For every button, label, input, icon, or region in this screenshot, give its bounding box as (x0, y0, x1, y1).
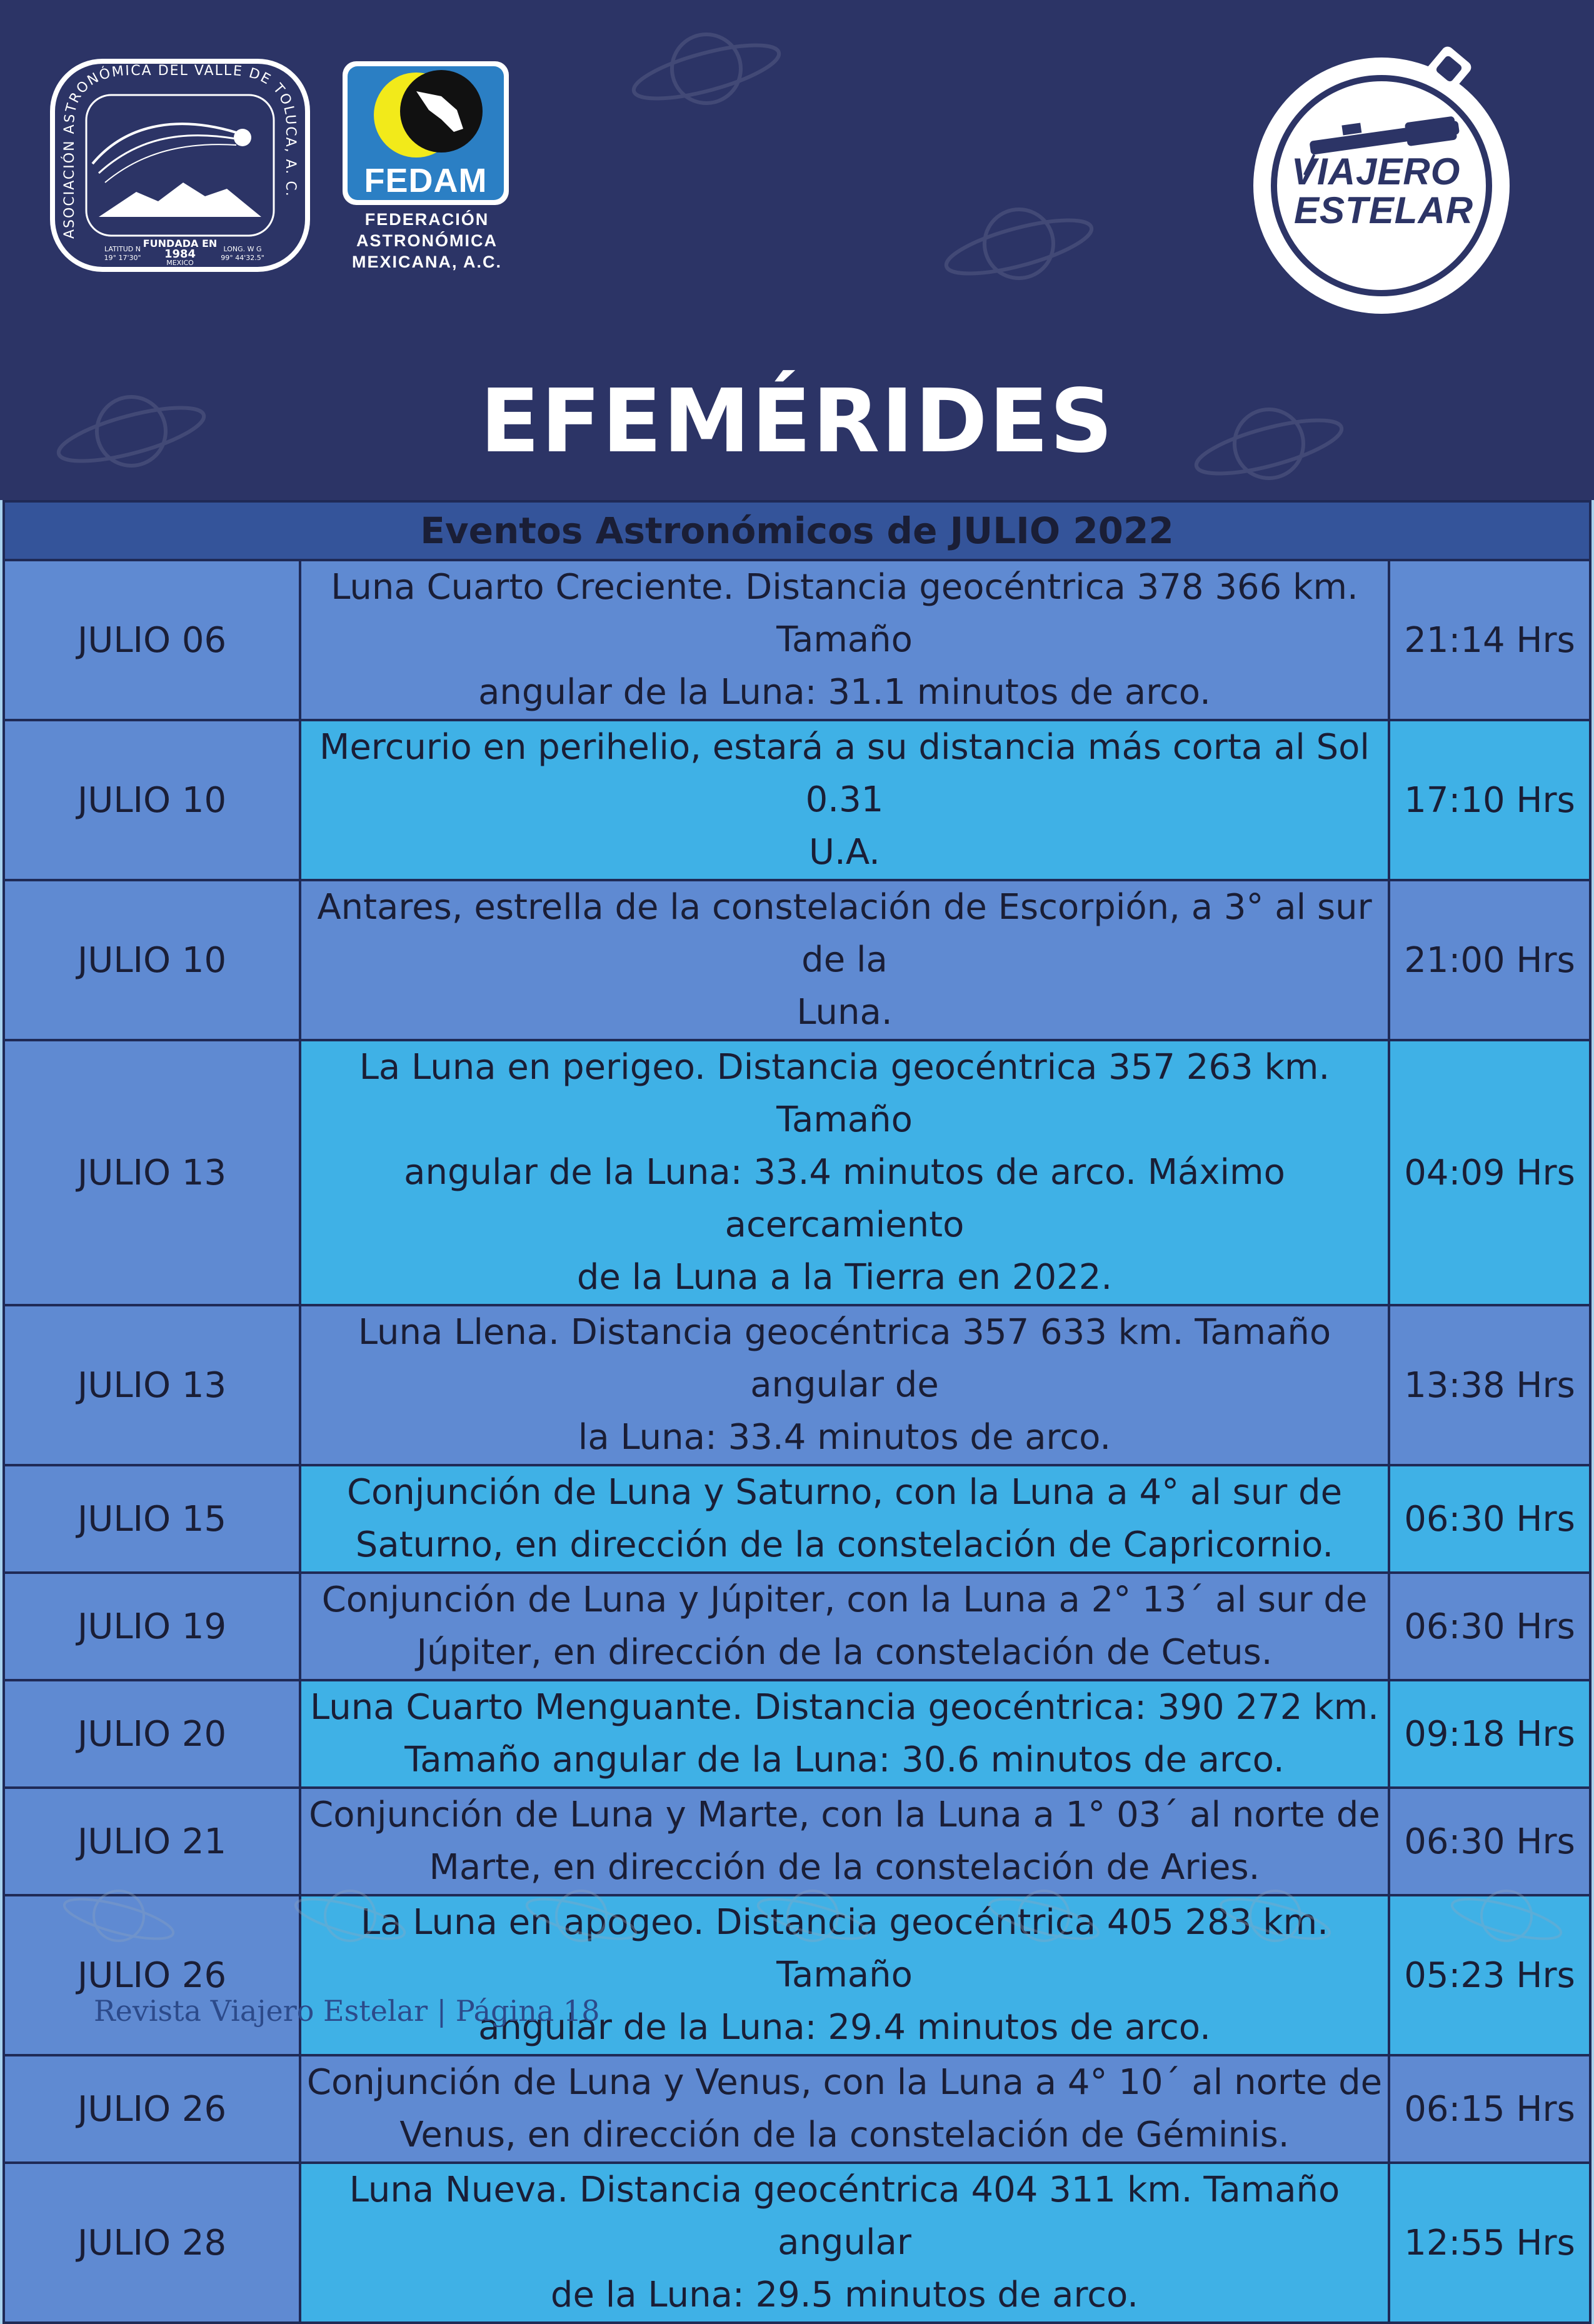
event-description (300, 880, 1389, 1040)
event-description (300, 1788, 1389, 1895)
fedam-logo (343, 61, 511, 274)
event-description (300, 1040, 1389, 1305)
fedam-badge (343, 61, 509, 205)
event-description (300, 720, 1389, 880)
avt-long-label: LONG. W G (223, 245, 262, 253)
event-description-line: Conjunción de Luna y Júpiter, con la Luna a 2° 13´ al sur de (321, 1580, 1368, 1620)
table-row (4, 1788, 1590, 1895)
event-time: 21:00 Hrs (1389, 880, 1590, 1040)
fedam-name: FEDAM (364, 162, 488, 199)
event-description (300, 2163, 1389, 2323)
event-description-line: angular de la Luna: 31.1 minutos de arco. (478, 672, 1211, 713)
event-description-line: Luna Cuarto Creciente. Distancia geocéntrica 378 366 km. Tamaño (331, 567, 1358, 660)
event-description-line: de la Luna a la Tierra en 2022. (576, 1257, 1113, 1298)
table-title: Eventos Astronómicos de JULIO 2022 (4, 501, 1590, 560)
event-description (300, 560, 1389, 720)
table-row (4, 1465, 1590, 1573)
event-date: JULIO 26 (4, 2055, 300, 2163)
event-description-line: Antares, estrella de la constelación de Escorpión, a 3° al sur de la (317, 887, 1372, 980)
event-description-line: Conjunción de Luna y Marte, con la Luna a 1° 03´ al norte de (309, 1795, 1380, 1835)
fedam-eclipse-icon (348, 66, 504, 160)
event-description-line: Júpiter, en dirección de la constelación de Cetus. (416, 1632, 1273, 1673)
event-time: 05:23 Hrs (1389, 1895, 1590, 2055)
event-date: JULIO 15 (4, 1465, 300, 1573)
event-time: 21:14 Hrs (1389, 560, 1590, 720)
event-date: JULIO 21 (4, 1788, 300, 1895)
event-description-line: Luna Nueva. Distancia geocéntrica 404 311 km. Tamaño angular (349, 2170, 1340, 2263)
page-title: EFEMÉRIDES (479, 371, 1115, 473)
event-time: 06:15 Hrs (1389, 2055, 1590, 2163)
event-description-line: Luna. (796, 992, 893, 1033)
event-description-line: Conjunción de Luna y Venus, con la Luna a 4° 10´ al norte de (306, 2062, 1383, 2103)
event-date: JULIO 28 (4, 2163, 300, 2323)
table-row (4, 2055, 1590, 2163)
avt-founded-label: FUNDADA EN (143, 238, 218, 249)
table-row (4, 720, 1590, 880)
event-description-line: La Luna en apogeo. Distancia geocéntrica 405 283 km. Tamaño (360, 1902, 1329, 1995)
event-description-line: Conjunción de Luna y Saturno, con la Luna a 4° al sur de (346, 1472, 1343, 1513)
event-time: 17:10 Hrs (1389, 720, 1590, 880)
viajero-estelar-logo (1250, 39, 1519, 320)
page-footer: Revista Viajero Estelar | Página 18 (94, 1994, 600, 2028)
event-description-line: la Luna: 33.4 minutos de arco. (578, 1417, 1111, 1458)
event-time: 04:09 Hrs (1389, 1040, 1590, 1305)
event-date: JULIO 26 (4, 1895, 300, 2055)
avt-founded-year: 1984 (164, 248, 196, 261)
event-description (300, 2055, 1389, 2163)
event-description-line: Mercurio en perihelio, estará a su distancia más corta al Sol 0.31 (319, 727, 1370, 820)
event-date: JULIO 10 (4, 720, 300, 880)
event-date: JULIO 13 (4, 1305, 300, 1465)
event-description-line: angular de la Luna: 33.4 minutos de arco. Máximo acercamiento (404, 1152, 1285, 1245)
planet-pattern-icon (0, 1881, 1594, 1969)
avt-lat-value: 19° 17'30" (104, 254, 141, 262)
planet-pattern-icon (625, 13, 788, 125)
avt-long-value: 99° 44'32.5" (221, 254, 264, 262)
event-description-line: Tamaño angular de la Luna: 30.6 minutos de arco. (404, 1740, 1285, 1780)
event-description (300, 1680, 1389, 1788)
event-description-line: Saturno, en dirección de la constelación de Capricornio. (355, 1525, 1334, 1565)
ve-logo-line2: ESTELAR (1294, 189, 1474, 231)
event-date: JULIO 19 (4, 1573, 300, 1680)
table-row (4, 2163, 1590, 2323)
event-date: JULIO 13 (4, 1040, 300, 1305)
events-table (3, 500, 1591, 2324)
event-description (300, 1573, 1389, 1680)
event-date: JULIO 06 (4, 560, 300, 720)
event-time: 06:30 Hrs (1389, 1788, 1590, 1895)
event-description-line: U.A. (809, 832, 880, 873)
event-description-line: Venus, en dirección de la constelación de Géminis. (399, 2115, 1290, 2155)
table-row (4, 1040, 1590, 1305)
fedam-line2: ASTRONÓMICA (356, 231, 498, 250)
avt-founded-country: MEXICO (166, 259, 194, 267)
table-row (4, 1680, 1590, 1788)
table-row (4, 880, 1590, 1040)
svg-text:ASOCIACIÓN ASTRONÓMICA DEL VAL: ASOCIACIÓN ASTRONÓMICA DEL VALLE DE TOLUCA, A. C. (61, 63, 299, 239)
fedam-line3: MEXICANA, A.C. (351, 253, 502, 271)
event-description-line: de la Luna: 29.5 minutos de arco. (550, 2275, 1139, 2315)
table-row (4, 1573, 1590, 1680)
avt-logo (49, 58, 311, 273)
table-row (4, 560, 1590, 720)
event-description-line: Luna Cuarto Menguante. Distancia geocéntrica: 390 272 km. (310, 1687, 1379, 1728)
event-description (300, 1305, 1389, 1465)
avt-lat-label: LATITUD N (104, 245, 141, 253)
event-description-line: La Luna en perigeo. Distancia geocéntrica 357 263 km. Tamaño (359, 1047, 1330, 1140)
events-body (4, 560, 1590, 2323)
event-description-line: angular de la Luna: 29.4 minutos de arco. (478, 2007, 1211, 2048)
event-time: 09:18 Hrs (1389, 1680, 1590, 1788)
event-date: JULIO 10 (4, 880, 300, 1040)
event-time: 12:55 Hrs (1389, 2163, 1590, 2323)
event-date: JULIO 20 (4, 1680, 300, 1788)
ve-logo-line1: VIAJERO (1291, 151, 1461, 193)
table-row (4, 1305, 1590, 1465)
event-description (300, 1465, 1389, 1573)
event-time: 06:30 Hrs (1389, 1573, 1590, 1680)
event-time: 06:30 Hrs (1389, 1465, 1590, 1573)
header-banner (0, 0, 1594, 500)
fedam-line1: FEDERACIÓN (364, 210, 489, 229)
event-description-line: Luna Llena. Distancia geocéntrica 357 633 km. Tamaño angular de (358, 1312, 1331, 1405)
event-time: 13:38 Hrs (1389, 1305, 1590, 1465)
planet-pattern-icon (938, 188, 1100, 300)
event-description-line: Marte, en dirección de la constelación de Aries. (429, 1847, 1260, 1888)
